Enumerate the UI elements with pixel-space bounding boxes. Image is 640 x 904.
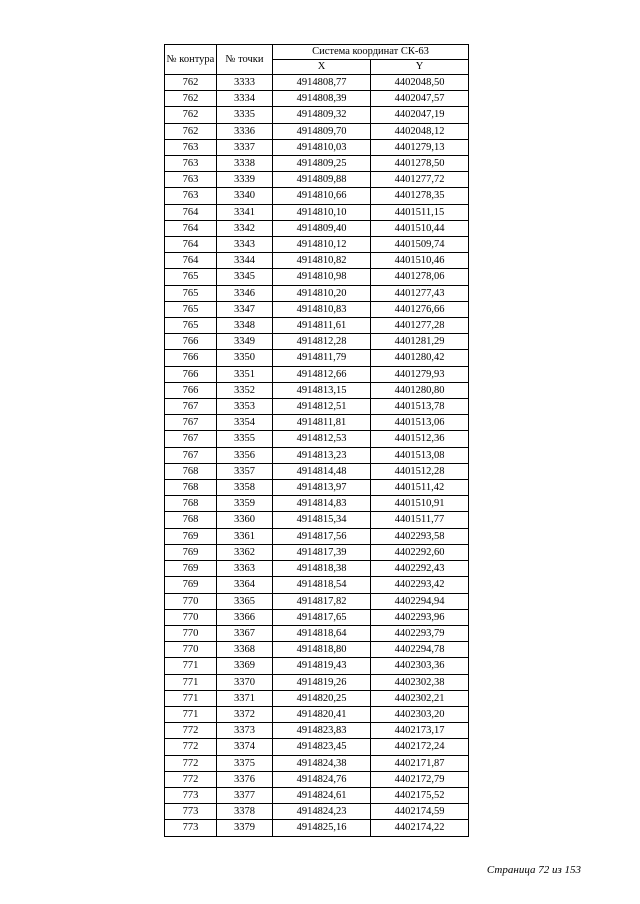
cell-contour: 766 bbox=[165, 334, 217, 350]
cell-y: 4402172,79 bbox=[371, 771, 469, 787]
cell-point: 3366 bbox=[217, 609, 273, 625]
cell-point: 3379 bbox=[217, 820, 273, 836]
header-coordinate-system: Система координат СК-63 bbox=[273, 45, 469, 60]
cell-point: 3358 bbox=[217, 480, 273, 496]
cell-y: 4402047,57 bbox=[371, 91, 469, 107]
table-row bbox=[165, 787, 469, 803]
table-row bbox=[165, 139, 469, 155]
cell-point: 3375 bbox=[217, 755, 273, 771]
cell-x: 4914812,51 bbox=[273, 399, 371, 415]
cell-x: 4914817,39 bbox=[273, 544, 371, 560]
cell-x: 4914810,20 bbox=[273, 285, 371, 301]
cell-point: 3334 bbox=[217, 91, 273, 107]
header-y: Y bbox=[371, 60, 469, 75]
cell-x: 4914824,61 bbox=[273, 787, 371, 803]
table-row bbox=[165, 172, 469, 188]
cell-x: 4914808,39 bbox=[273, 91, 371, 107]
cell-contour: 770 bbox=[165, 625, 217, 641]
table-row bbox=[165, 463, 469, 479]
table-row bbox=[165, 334, 469, 350]
table-row bbox=[165, 399, 469, 415]
cell-contour: 763 bbox=[165, 172, 217, 188]
table-row bbox=[165, 512, 469, 528]
table-row bbox=[165, 253, 469, 269]
cell-contour: 762 bbox=[165, 91, 217, 107]
cell-contour: 770 bbox=[165, 642, 217, 658]
cell-x: 4914810,03 bbox=[273, 139, 371, 155]
cell-x: 4914810,98 bbox=[273, 269, 371, 285]
cell-point: 3365 bbox=[217, 593, 273, 609]
cell-point: 3361 bbox=[217, 528, 273, 544]
table-row bbox=[165, 496, 469, 512]
cell-x: 4914817,65 bbox=[273, 609, 371, 625]
cell-point: 3355 bbox=[217, 431, 273, 447]
cell-contour: 763 bbox=[165, 139, 217, 155]
cell-point: 3338 bbox=[217, 156, 273, 172]
table-row bbox=[165, 237, 469, 253]
cell-y: 4401513,06 bbox=[371, 415, 469, 431]
cell-y: 4401513,78 bbox=[371, 399, 469, 415]
cell-contour: 769 bbox=[165, 577, 217, 593]
cell-contour: 768 bbox=[165, 480, 217, 496]
table-row bbox=[165, 123, 469, 139]
cell-point: 3378 bbox=[217, 804, 273, 820]
cell-point: 3367 bbox=[217, 625, 273, 641]
cell-y: 4402174,22 bbox=[371, 820, 469, 836]
cell-point: 3337 bbox=[217, 139, 273, 155]
table-row bbox=[165, 415, 469, 431]
cell-point: 3344 bbox=[217, 253, 273, 269]
cell-point: 3353 bbox=[217, 399, 273, 415]
cell-x: 4914824,23 bbox=[273, 804, 371, 820]
cell-y: 4401511,42 bbox=[371, 480, 469, 496]
cell-y: 4401513,08 bbox=[371, 447, 469, 463]
cell-point: 3339 bbox=[217, 172, 273, 188]
table-row bbox=[165, 609, 469, 625]
cell-contour: 768 bbox=[165, 496, 217, 512]
cell-contour: 764 bbox=[165, 204, 217, 220]
cell-y: 4402294,78 bbox=[371, 642, 469, 658]
table-body bbox=[165, 75, 469, 837]
cell-point: 3341 bbox=[217, 204, 273, 220]
cell-y: 4402047,19 bbox=[371, 107, 469, 123]
table-row bbox=[165, 431, 469, 447]
cell-y: 4402294,94 bbox=[371, 593, 469, 609]
cell-contour: 767 bbox=[165, 447, 217, 463]
cell-contour: 773 bbox=[165, 787, 217, 803]
cell-y: 4401276,66 bbox=[371, 301, 469, 317]
cell-x: 4914813,97 bbox=[273, 480, 371, 496]
cell-point: 3372 bbox=[217, 706, 273, 722]
cell-y: 4401277,43 bbox=[371, 285, 469, 301]
cell-contour: 767 bbox=[165, 415, 217, 431]
cell-x: 4914809,88 bbox=[273, 172, 371, 188]
cell-contour: 767 bbox=[165, 431, 217, 447]
cell-contour: 766 bbox=[165, 350, 217, 366]
cell-y: 4401277,28 bbox=[371, 318, 469, 334]
cell-x: 4914817,82 bbox=[273, 593, 371, 609]
cell-x: 4914810,83 bbox=[273, 301, 371, 317]
cell-x: 4914820,25 bbox=[273, 690, 371, 706]
table-row bbox=[165, 156, 469, 172]
cell-contour: 767 bbox=[165, 399, 217, 415]
cell-point: 3373 bbox=[217, 723, 273, 739]
table-row bbox=[165, 204, 469, 220]
cell-y: 4402303,36 bbox=[371, 658, 469, 674]
cell-contour: 771 bbox=[165, 690, 217, 706]
cell-y: 4402048,12 bbox=[371, 123, 469, 139]
table-row bbox=[165, 447, 469, 463]
table-row bbox=[165, 642, 469, 658]
cell-x: 4914810,12 bbox=[273, 237, 371, 253]
table-row bbox=[165, 706, 469, 722]
table-row bbox=[165, 350, 469, 366]
cell-contour: 764 bbox=[165, 220, 217, 236]
cell-contour: 764 bbox=[165, 237, 217, 253]
cell-contour: 763 bbox=[165, 188, 217, 204]
cell-y: 4401510,91 bbox=[371, 496, 469, 512]
cell-contour: 765 bbox=[165, 285, 217, 301]
cell-x: 4914824,76 bbox=[273, 771, 371, 787]
cell-y: 4402292,43 bbox=[371, 561, 469, 577]
cell-x: 4914824,38 bbox=[273, 755, 371, 771]
cell-contour: 769 bbox=[165, 528, 217, 544]
cell-contour: 770 bbox=[165, 593, 217, 609]
cell-contour: 768 bbox=[165, 512, 217, 528]
table-row bbox=[165, 625, 469, 641]
table-row bbox=[165, 739, 469, 755]
cell-y: 4402175,52 bbox=[371, 787, 469, 803]
cell-x: 4914813,15 bbox=[273, 382, 371, 398]
table-row bbox=[165, 318, 469, 334]
cell-x: 4914812,28 bbox=[273, 334, 371, 350]
cell-point: 3364 bbox=[217, 577, 273, 593]
cell-point: 3370 bbox=[217, 674, 273, 690]
cell-x: 4914818,80 bbox=[273, 642, 371, 658]
cell-y: 4401512,28 bbox=[371, 463, 469, 479]
cell-point: 3377 bbox=[217, 787, 273, 803]
cell-x: 4914817,56 bbox=[273, 528, 371, 544]
cell-y: 4401277,72 bbox=[371, 172, 469, 188]
cell-contour: 771 bbox=[165, 674, 217, 690]
table-row bbox=[165, 577, 469, 593]
cell-x: 4914815,34 bbox=[273, 512, 371, 528]
cell-contour: 766 bbox=[165, 382, 217, 398]
cell-x: 4914814,83 bbox=[273, 496, 371, 512]
cell-x: 4914811,81 bbox=[273, 415, 371, 431]
table-row bbox=[165, 107, 469, 123]
table-row bbox=[165, 674, 469, 690]
cell-x: 4914810,66 bbox=[273, 188, 371, 204]
cell-x: 4914813,23 bbox=[273, 447, 371, 463]
cell-point: 3368 bbox=[217, 642, 273, 658]
cell-x: 4914809,32 bbox=[273, 107, 371, 123]
cell-y: 4401278,06 bbox=[371, 269, 469, 285]
cell-point: 3349 bbox=[217, 334, 273, 350]
cell-y: 4401511,77 bbox=[371, 512, 469, 528]
cell-y: 4401279,93 bbox=[371, 366, 469, 382]
table-row bbox=[165, 188, 469, 204]
cell-contour: 763 bbox=[165, 156, 217, 172]
cell-x: 4914823,45 bbox=[273, 739, 371, 755]
table-row bbox=[165, 91, 469, 107]
cell-x: 4914809,40 bbox=[273, 220, 371, 236]
cell-x: 4914823,83 bbox=[273, 723, 371, 739]
table-row bbox=[165, 382, 469, 398]
cell-y: 4402293,58 bbox=[371, 528, 469, 544]
cell-y: 4401278,50 bbox=[371, 156, 469, 172]
cell-y: 4401509,74 bbox=[371, 237, 469, 253]
table-row bbox=[165, 804, 469, 820]
cell-y: 4402048,50 bbox=[371, 75, 469, 91]
cell-contour: 769 bbox=[165, 544, 217, 560]
cell-contour: 773 bbox=[165, 804, 217, 820]
cell-y: 4401511,15 bbox=[371, 204, 469, 220]
cell-contour: 772 bbox=[165, 755, 217, 771]
header-contour-no: № контура bbox=[165, 45, 217, 75]
cell-y: 4402302,38 bbox=[371, 674, 469, 690]
cell-x: 4914812,66 bbox=[273, 366, 371, 382]
table-row bbox=[165, 755, 469, 771]
cell-x: 4914808,77 bbox=[273, 75, 371, 91]
cell-point: 3351 bbox=[217, 366, 273, 382]
cell-y: 4402302,21 bbox=[371, 690, 469, 706]
cell-y: 4402293,42 bbox=[371, 577, 469, 593]
cell-x: 4914818,38 bbox=[273, 561, 371, 577]
cell-point: 3335 bbox=[217, 107, 273, 123]
cell-x: 4914814,48 bbox=[273, 463, 371, 479]
cell-y: 4402303,20 bbox=[371, 706, 469, 722]
cell-contour: 766 bbox=[165, 366, 217, 382]
cell-x: 4914811,79 bbox=[273, 350, 371, 366]
cell-point: 3374 bbox=[217, 739, 273, 755]
cell-y: 4401280,80 bbox=[371, 382, 469, 398]
cell-point: 3354 bbox=[217, 415, 273, 431]
cell-contour: 762 bbox=[165, 123, 217, 139]
cell-y: 4402171,87 bbox=[371, 755, 469, 771]
cell-point: 3340 bbox=[217, 188, 273, 204]
table-row bbox=[165, 561, 469, 577]
cell-point: 3345 bbox=[217, 269, 273, 285]
cell-contour: 762 bbox=[165, 107, 217, 123]
cell-y: 4402293,79 bbox=[371, 625, 469, 641]
cell-point: 3376 bbox=[217, 771, 273, 787]
cell-y: 4402174,59 bbox=[371, 804, 469, 820]
cell-x: 4914818,54 bbox=[273, 577, 371, 593]
table-row bbox=[165, 820, 469, 836]
cell-x: 4914809,25 bbox=[273, 156, 371, 172]
cell-point: 3356 bbox=[217, 447, 273, 463]
table-row bbox=[165, 593, 469, 609]
cell-contour: 771 bbox=[165, 706, 217, 722]
table-row bbox=[165, 771, 469, 787]
header-x: X bbox=[273, 60, 371, 75]
cell-x: 4914810,82 bbox=[273, 253, 371, 269]
cell-point: 3357 bbox=[217, 463, 273, 479]
cell-point: 3336 bbox=[217, 123, 273, 139]
cell-y: 4402172,24 bbox=[371, 739, 469, 755]
cell-contour: 772 bbox=[165, 771, 217, 787]
table-row bbox=[165, 269, 469, 285]
cell-y: 4402293,96 bbox=[371, 609, 469, 625]
cell-contour: 764 bbox=[165, 253, 217, 269]
cell-point: 3369 bbox=[217, 658, 273, 674]
cell-point: 3352 bbox=[217, 382, 273, 398]
cell-contour: 770 bbox=[165, 609, 217, 625]
table-row bbox=[165, 544, 469, 560]
cell-contour: 772 bbox=[165, 723, 217, 739]
cell-x: 4914825,16 bbox=[273, 820, 371, 836]
cell-x: 4914818,64 bbox=[273, 625, 371, 641]
cell-point: 3360 bbox=[217, 512, 273, 528]
cell-contour: 772 bbox=[165, 739, 217, 755]
header-point-no: № точки bbox=[217, 45, 273, 75]
table-row bbox=[165, 480, 469, 496]
cell-y: 4402292,60 bbox=[371, 544, 469, 560]
cell-point: 3371 bbox=[217, 690, 273, 706]
table-row bbox=[165, 220, 469, 236]
cell-point: 3333 bbox=[217, 75, 273, 91]
cell-contour: 771 bbox=[165, 658, 217, 674]
cell-y: 4401510,44 bbox=[371, 220, 469, 236]
cell-point: 3362 bbox=[217, 544, 273, 560]
cell-x: 4914809,70 bbox=[273, 123, 371, 139]
table-row bbox=[165, 723, 469, 739]
cell-x: 4914810,10 bbox=[273, 204, 371, 220]
table-row bbox=[165, 285, 469, 301]
cell-y: 4401279,13 bbox=[371, 139, 469, 155]
cell-y: 4401512,36 bbox=[371, 431, 469, 447]
cell-x: 4914819,26 bbox=[273, 674, 371, 690]
page-number: Страница 72 из 153 bbox=[486, 864, 581, 876]
table-row bbox=[165, 690, 469, 706]
cell-point: 3343 bbox=[217, 237, 273, 253]
cell-contour: 762 bbox=[165, 75, 217, 91]
cell-contour: 765 bbox=[165, 301, 217, 317]
cell-y: 4402173,17 bbox=[371, 723, 469, 739]
cell-x: 4914812,53 bbox=[273, 431, 371, 447]
cell-point: 3347 bbox=[217, 301, 273, 317]
cell-x: 4914811,61 bbox=[273, 318, 371, 334]
cell-point: 3348 bbox=[217, 318, 273, 334]
cell-y: 4401510,46 bbox=[371, 253, 469, 269]
cell-contour: 765 bbox=[165, 318, 217, 334]
cell-point: 3342 bbox=[217, 220, 273, 236]
table-row bbox=[165, 75, 469, 91]
cell-contour: 765 bbox=[165, 269, 217, 285]
cell-y: 4401281,29 bbox=[371, 334, 469, 350]
cell-contour: 769 bbox=[165, 561, 217, 577]
cell-point: 3359 bbox=[217, 496, 273, 512]
cell-point: 3346 bbox=[217, 285, 273, 301]
cell-y: 4401280,42 bbox=[371, 350, 469, 366]
cell-point: 3363 bbox=[217, 561, 273, 577]
table-row bbox=[165, 528, 469, 544]
cell-contour: 768 bbox=[165, 463, 217, 479]
cell-x: 4914819,43 bbox=[273, 658, 371, 674]
table-row bbox=[165, 301, 469, 317]
cell-point: 3350 bbox=[217, 350, 273, 366]
table-row bbox=[165, 658, 469, 674]
cell-x: 4914820,41 bbox=[273, 706, 371, 722]
coordinates-table bbox=[164, 44, 469, 837]
cell-contour: 773 bbox=[165, 820, 217, 836]
cell-y: 4401278,35 bbox=[371, 188, 469, 204]
table-row bbox=[165, 366, 469, 382]
